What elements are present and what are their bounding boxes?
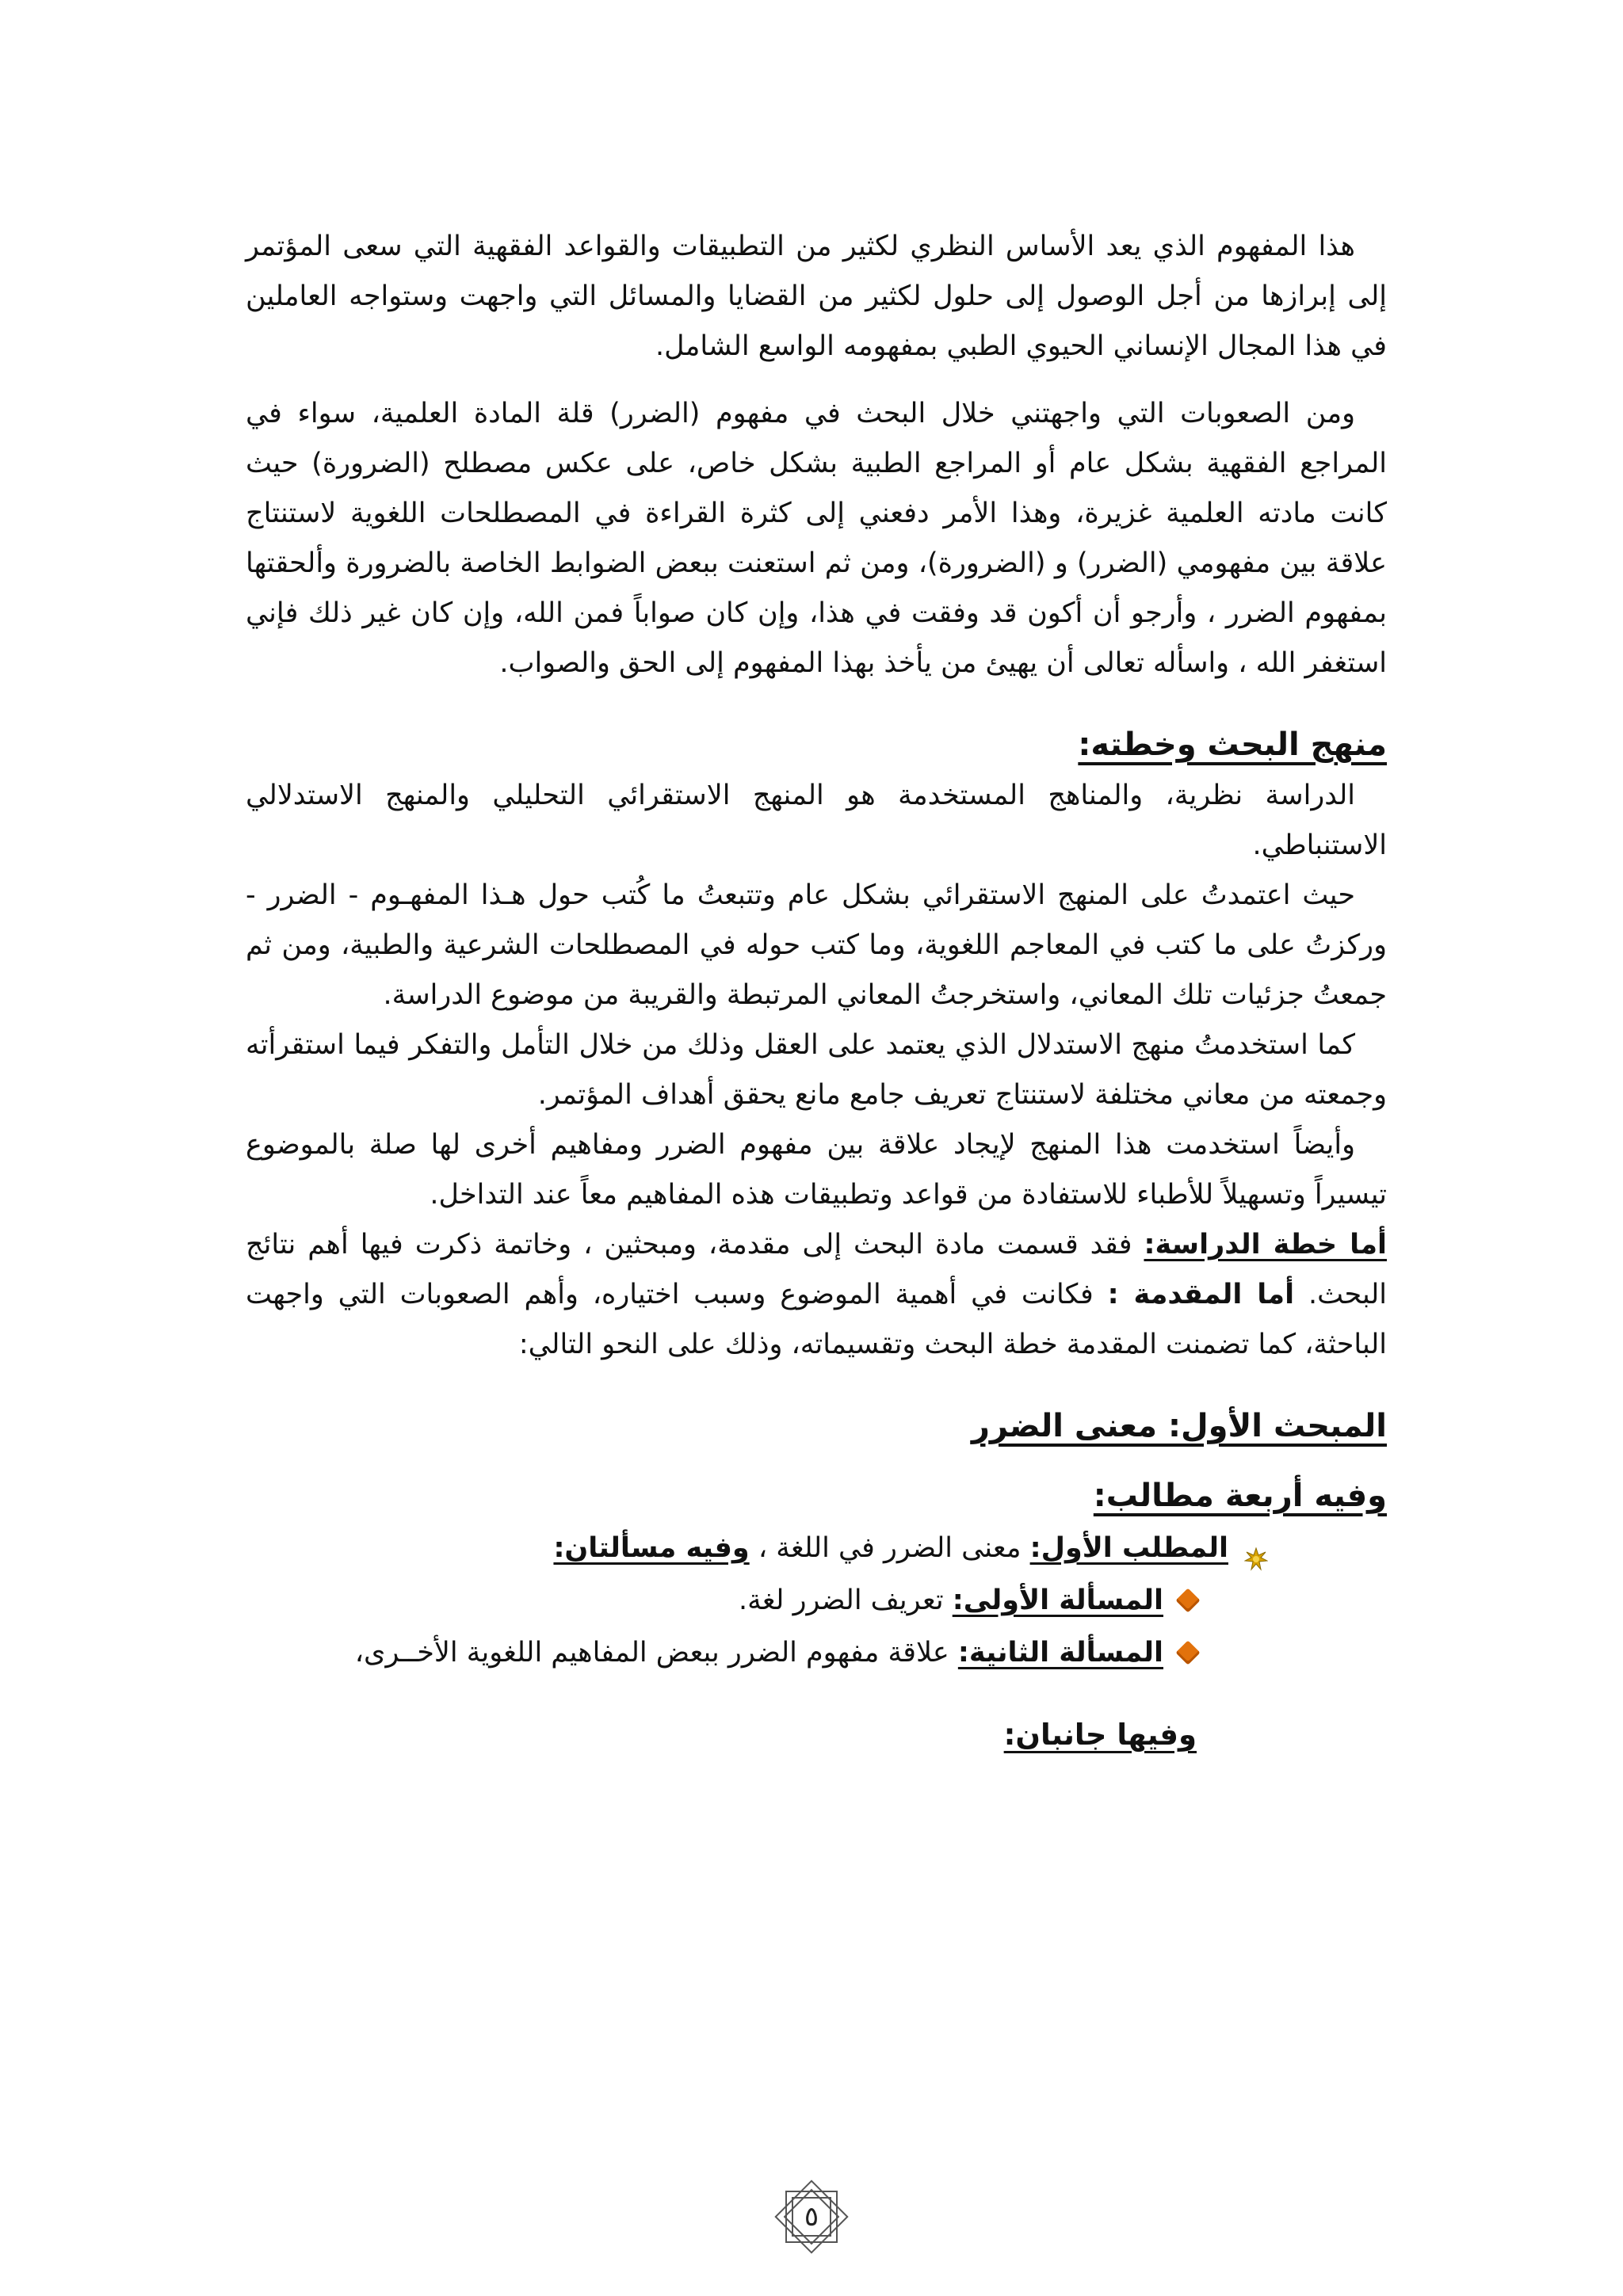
plan-lead-text: فقد قسمت مادة البحث إلى مقدمة، ومبحثين ، وخاتمة ذكرت فيها أهم نتائج البحث. [246,1229,1387,1310]
plan-item-3 [246,1627,1197,1679]
method-paragraph-1: الدراسة نظرية، والمناهج المستخدمة هو المنهج الاستقرائي التحليلي والمنهج الاستدلالي الاستنباطي. [246,780,1387,861]
plan-item-1-label: المطلب الأول: [1029,1532,1228,1564]
document-page [246,222,1387,1761]
plan-item-1 [246,1522,1268,1574]
method-paragraph-4: وأيضاً استخدمت هذا المنهج لإيجاد علاقة بين مفهوم الضرر ومفاهيم أخرى لها صلة بالموضوع تيسيراً وتسهيلاً للأطباء للاستفادة من قواعد وتطبيقات هذه المفاهيم معاً عند التداخل. [246,1129,1387,1211]
plan-intro-text: فكانت في أهمية الموضوع وسبب اختياره، وأهم الصعوبات التي واجهت الباحثة، كما تضمنت المقدمة خطة البحث وتقسيماته، وذلك على النحو التالي: [246,1279,1387,1360]
plan-item-3-text: علاقة مفهوم الضرر ببعض المفاهيم اللغوية الأخــرى، [354,1637,958,1669]
orange-diamond-bullet-icon [1175,1588,1200,1612]
plan-lead-label: أما خطة الدراسة: [1144,1229,1387,1261]
orange-diamond-bullet-icon [1175,1640,1200,1665]
plan-item-2 [246,1574,1197,1627]
method-paragraph-2: حيث اعتمدتُ على المنهج الاستقرائي بشكل عام وتتبعتُ ما كُتب حول هـذا المفهـوم - الضرر - وركزتُ على ما كتب في المعاجم اللغوية، وما كتب حوله في المصطلحات الشرعية والطبية، ومن ثم جمعتُ جزئيات تلك المعاني، واستخرجتُ المعاني المرتبطة والقريبة من موضوع الدراسة. [246,879,1387,1011]
sides-heading: وفيها جانبان: [1003,1718,1197,1752]
star-burst-icon [1244,1536,1268,1560]
plan-item-2-text: تعريف الضرر لغة. [739,1585,953,1616]
page-number-frame [767,2172,856,2261]
plan-item-1-tail: وفيه مسألتان: [553,1532,750,1564]
plan-item-2-label: المسألة الأولى: [952,1585,1163,1616]
plan-paragraph [246,1220,1387,1370]
plan-item-3-label: المسألة الثانية: [957,1637,1163,1669]
plan-item-1-text: معنى الضرر في اللغة ، [749,1532,1030,1564]
page-number: ٥ [804,2201,819,2233]
section-1-subheading: وفيه أربعة مطالب: [1093,1478,1387,1514]
section-1-heading: المبحث الأول: معنى الضرر [971,1408,1387,1444]
intro-paragraph-2: ومن الصعوبات التي واجهتني خلال البحث في مفهوم (الضرر) قلة المادة العلمية، سواء في المراجع الفقهية بشكل عام أو المراجع الطبية بشكل خاص، على عكس مصطلح (الضرورة) حيث كانت مادته العلمية غزيرة، وهذا الأمر دفعني إلى كثرة القراءة في المصطلحات اللغوية لاستنتاج علاقة بين مفهومي (الضرر) و (الضرورة)، ومن ثم استعنت ببعض الضوابط الخاصة بالضرورة وألحقتها بمفهوم الضرر ، وأرجو أن أكون قد وفقت في هذا، وإن كان صواباً فمن الله، وإن كان غير ذلك فإني استغفر الله ، واسأله تعالى أن يهيئ من يأخذ بهذا المفهوم إلى الحق والصواب. [246,398,1387,679]
intro-paragraph-1: هذا المفهوم الذي يعد الأساس النظري لكثير من التطبيقات والقواعد الفقهية التي سعى المؤتمر إلى إبرازها من أجل الوصول إلى حلول لكثير من القضايا والمسائل التي واجهت وستواجه العاملين في هذا المجال الإنساني الحيوي الطبي بمفهومه الواسع الشامل. [246,231,1387,362]
method-paragraph-3: كما استخدمتُ منهج الاستدلال الذي يعتمد على العقل وذلك من خلال التأمل والتفكر فيما استقرأته وجمعته من معاني مختلفة لاستنتاج تعريف جامع مانع يحقق أهداف المؤتمر. [246,1029,1387,1111]
plan-intro-label: أما المقدمة : [1107,1279,1295,1310]
method-heading: منهج البحث وخطته: [1078,727,1387,763]
